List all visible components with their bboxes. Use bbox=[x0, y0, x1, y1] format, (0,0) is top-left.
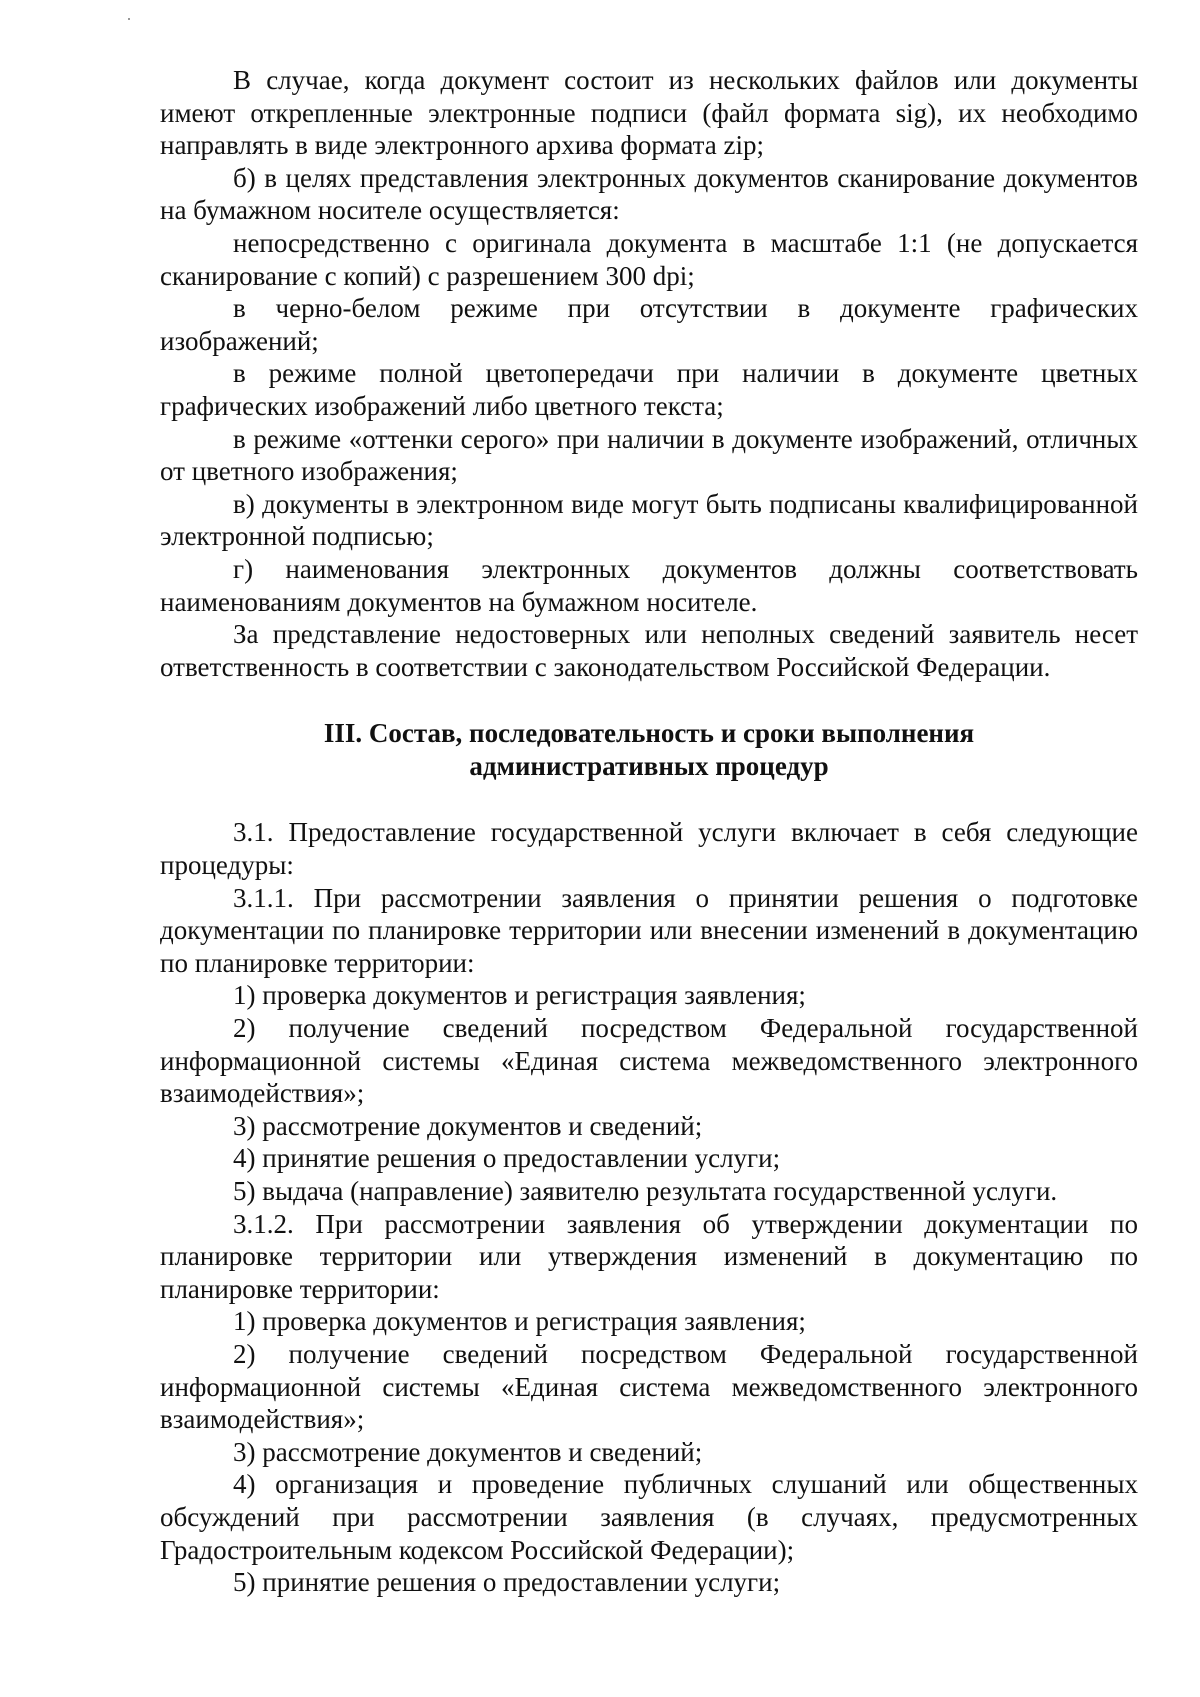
paragraph: г) наименования электронных документов должны соответствовать наименованиям документов на бумажном носителе. bbox=[160, 553, 1138, 617]
document-body bbox=[160, 64, 1138, 1599]
list-item: 2) получение сведений посредством Федеральной государственной информационной системы «Единая система межведомственного электронного взаимодействия»; bbox=[160, 1338, 1138, 1435]
paragraph: в черно-белом режиме при отсутствии в документе графических изображений; bbox=[160, 293, 1138, 356]
list-item: 5) выдача (направление) заявителю результата государственной услуги. bbox=[233, 1176, 1058, 1206]
paragraph: непосредственно с оригинала документа в масштабе 1:1 (не допускается сканирование с копий) с разрешением 300 dpi; bbox=[160, 227, 1138, 291]
list-item: 2) получение сведений посредством Федеральной государственной информационной системы «Единая система межведомственного электронного взаимодействия»; bbox=[160, 1013, 1138, 1109]
paragraph: в режиме полной цветопередачи при наличии в документе цветных графических изображений либо цветного текста; bbox=[160, 358, 1138, 421]
paragraph: За представление недостоверных или неполных сведений заявитель несет ответственность в соответствии с законодательством Российской Федерации. bbox=[160, 619, 1138, 682]
paragraph: б) в целях представления электронных документов сканирование документов на бумажном носителе осуществляется: bbox=[160, 162, 1138, 226]
section-heading-line-1: III. Состав, последовательность и сроки выполнения bbox=[323, 718, 975, 749]
list-item: 1) проверка документов и регистрация заявления; bbox=[233, 980, 806, 1011]
list-item: 3) рассмотрение документов и сведений; bbox=[233, 1110, 703, 1141]
scan-speck bbox=[128, 18, 130, 20]
paragraph: 3.1. Предоставление государственной услуги включает в себя следующие процедуры: bbox=[160, 817, 1138, 881]
section-heading bbox=[160, 717, 1138, 782]
paragraph: 3.1.1. При рассмотрении заявления о принятии решения о подготовке документации по планировке территории или внесении изменений в документацию по планировке территории: bbox=[160, 882, 1138, 978]
paragraph: в) документы в электронном виде могут быть подписаны квалифицированной электронной подписью; bbox=[160, 488, 1138, 552]
section-heading-line-2: административных процедур bbox=[469, 750, 829, 781]
paragraph: 3.1.2. При рассмотрении заявления об утверждении документации по планировке территории или утверждения изменений в документацию по планировке территории: bbox=[160, 1208, 1138, 1304]
paragraph: в режиме «оттенки серого» при наличии в документе изображений, отличных от цветного изображения; bbox=[160, 423, 1138, 487]
list-item: 1) проверка документов и регистрация заявления; bbox=[233, 1306, 806, 1337]
list-item: 4) принятие решения о предоставлении услуги; bbox=[233, 1143, 781, 1174]
list-item: 4) организация и проведение публичных слушаний или общественных обсуждений при рассмотрении заявления (в случаях, предусмотренных Градостроительным кодексом Российской Федерации); bbox=[160, 1469, 1138, 1565]
list-item: 3) рассмотрение документов и сведений; bbox=[233, 1436, 703, 1467]
list-item: 5) принятие решения о предоставлении услуги; bbox=[233, 1567, 781, 1598]
paragraph: В случае, когда документ состоит из нескольких файлов или документы имеют открепленные электронные подписи (файл формата sig), их необходимо направлять в виде электронного архива формата zip; bbox=[160, 65, 1138, 161]
